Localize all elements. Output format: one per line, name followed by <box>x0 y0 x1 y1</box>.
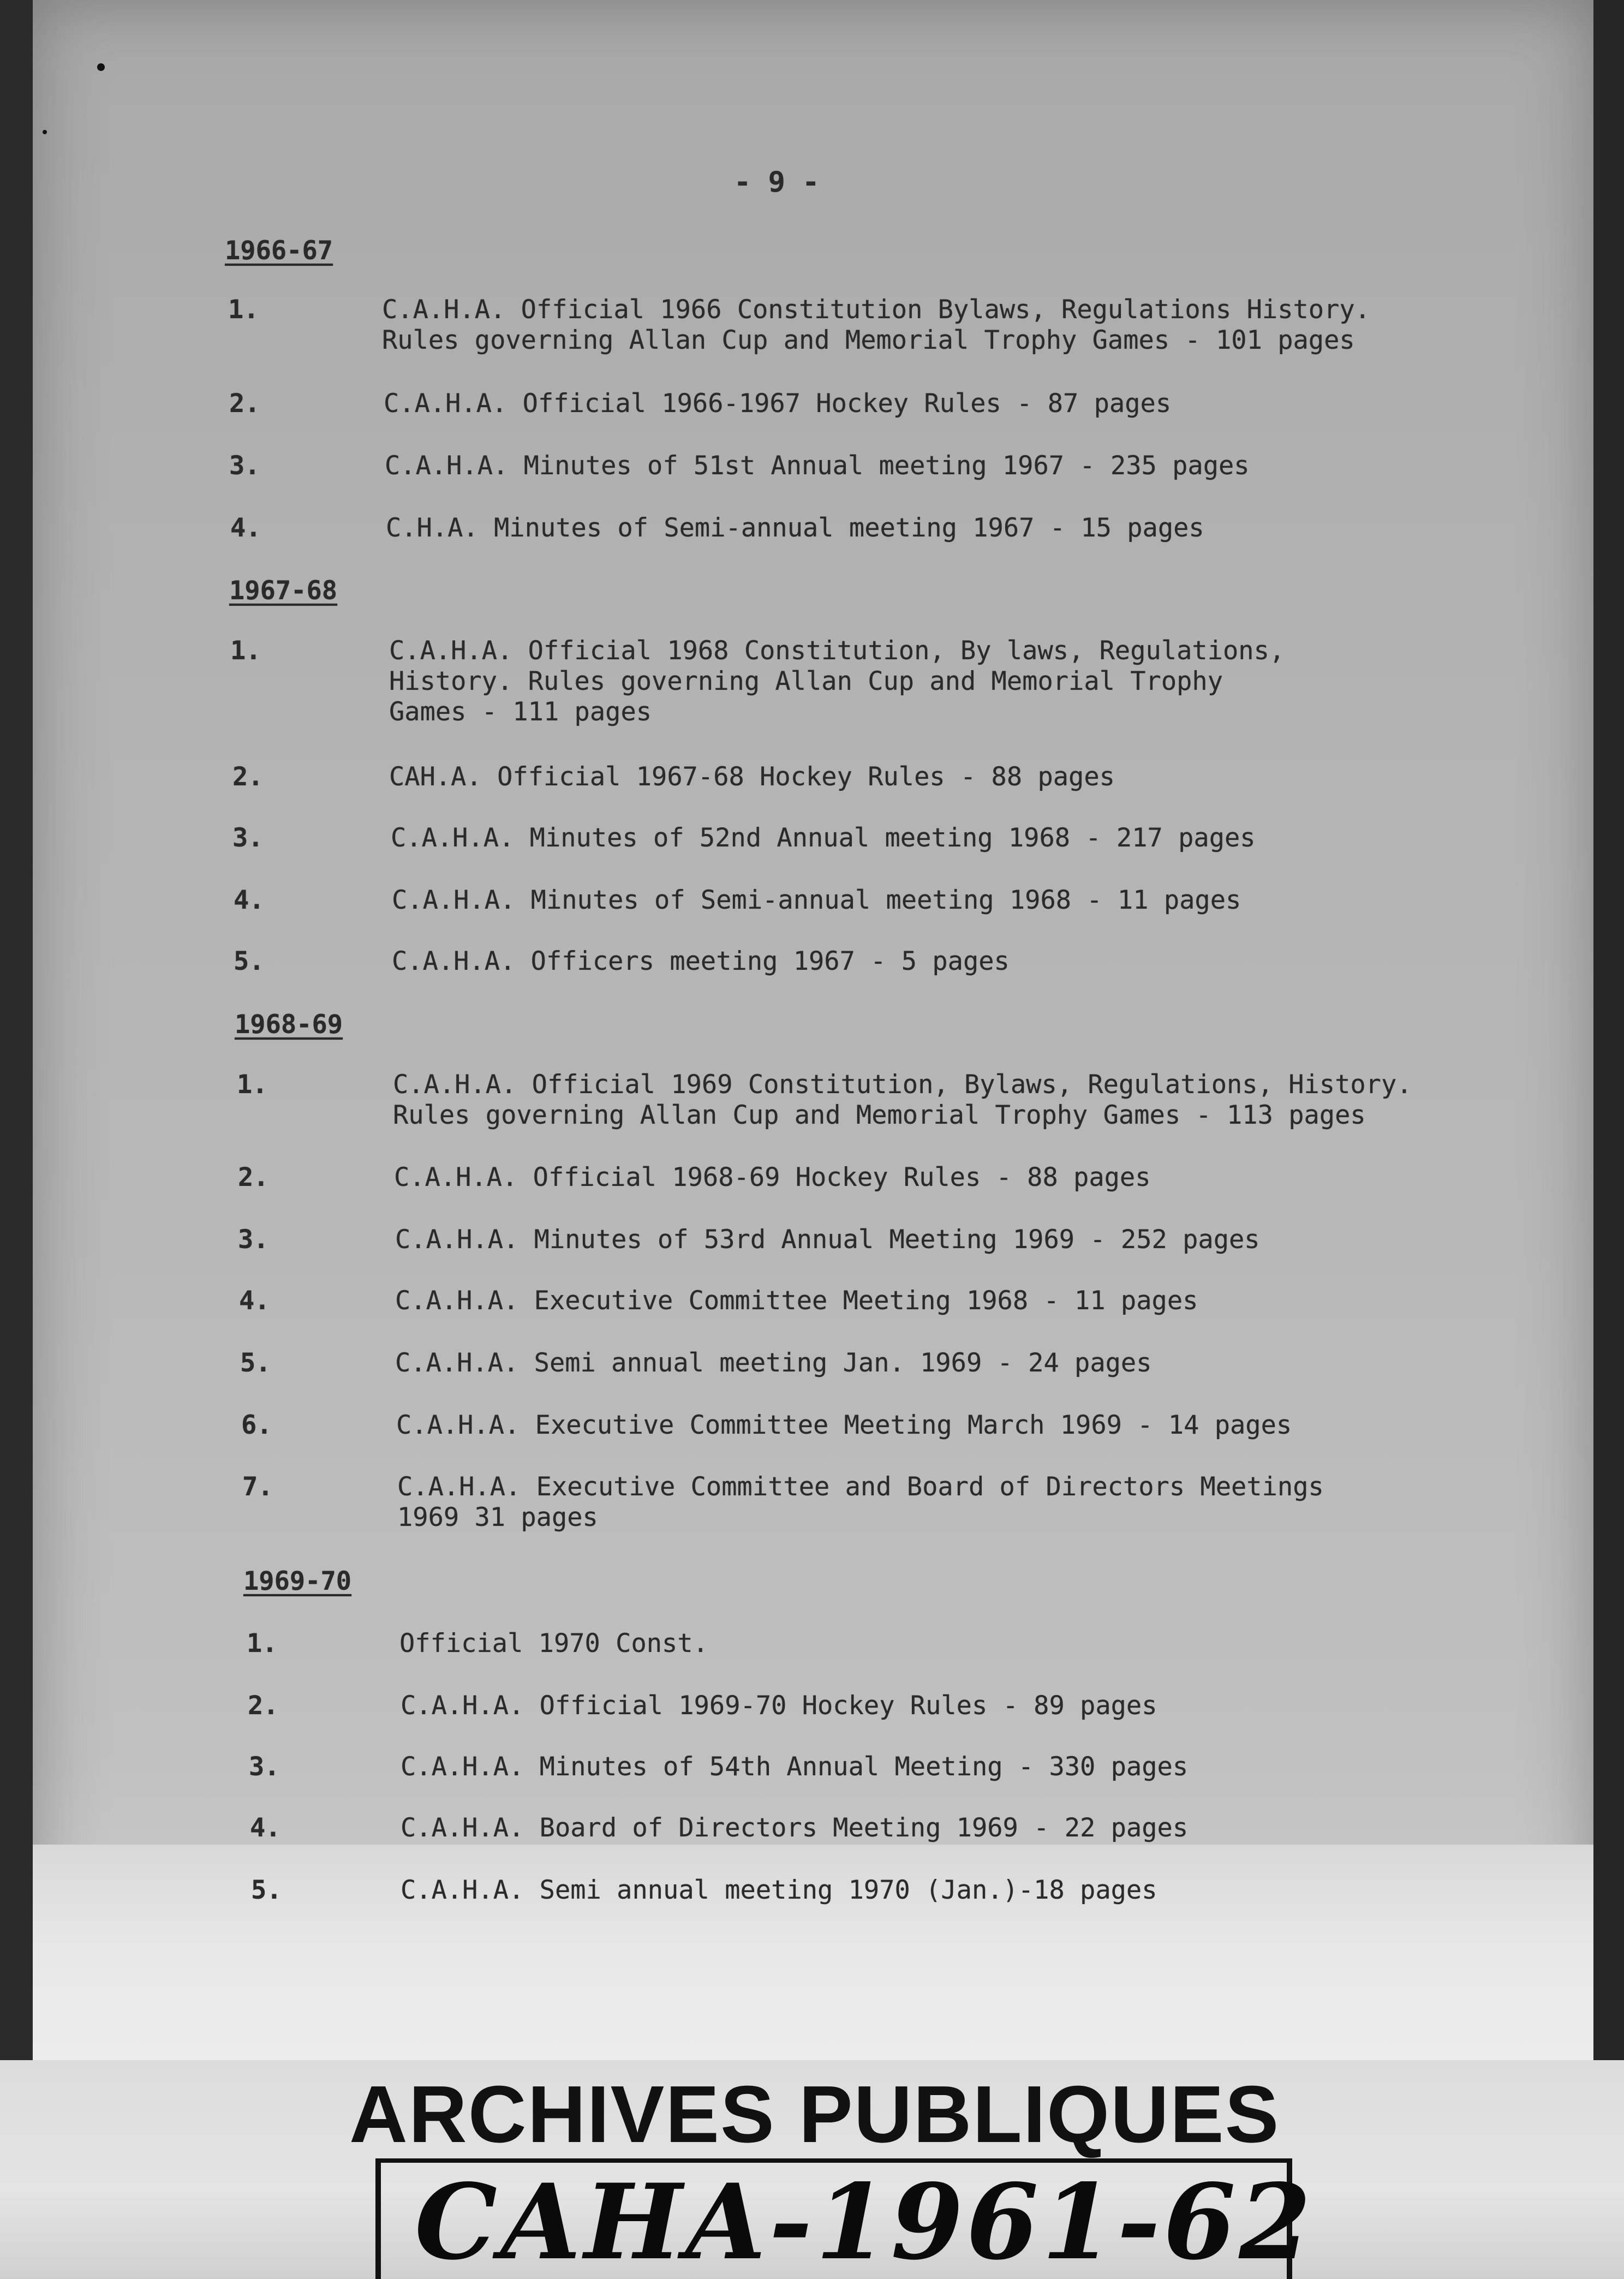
entry-number: 4. <box>234 885 265 915</box>
entry-line: C.A.H.A. Board of Directors Meeting 1969 - 22 pages <box>401 1813 1189 1843</box>
entry-line: History. Rules governing Allan Cup and Memorial Trophy <box>389 666 1223 696</box>
entry-number: 3. <box>249 1752 280 1782</box>
entry-line: Rules governing Allan Cup and Memorial Trophy Games - 113 pages <box>393 1100 1366 1130</box>
scan-right-edge <box>1593 0 1624 2279</box>
archive-reference: CAHA-1961-62 <box>415 2161 1315 2279</box>
section-year-heading: 1968-69 <box>235 1010 343 1040</box>
entry-text <box>389 762 1480 792</box>
entry-line: Games - 111 pages <box>389 697 652 727</box>
entry-number: 1. <box>237 1070 268 1100</box>
page-number: - 9 - <box>734 166 820 199</box>
entry-text <box>395 1286 1486 1316</box>
entry-text <box>382 295 1473 356</box>
dust-speck <box>97 63 105 71</box>
entry-text <box>397 1472 1489 1533</box>
entry-text <box>391 823 1482 854</box>
entry-text <box>401 1875 1492 1906</box>
entry-line: C.A.H.A. Official 1968-69 Hockey Rules - 88 pages <box>394 1162 1151 1192</box>
entry-number: 5. <box>251 1875 282 1905</box>
entry-text <box>401 1752 1492 1782</box>
entry-line: C.A.H.A. Semi annual meeting Jan. 1969 - 24 pages <box>395 1348 1152 1378</box>
entry-text <box>386 513 1477 544</box>
entry-line: C.A.H.A. Semi annual meeting 1970 (Jan.)-18 pages <box>401 1875 1157 1905</box>
entry-line: C.A.H.A. Minutes of 52nd Annual meeting 1968 - 217 pages <box>391 823 1256 853</box>
scan-left-edge <box>0 0 33 2279</box>
entry-line: Official 1970 Const. <box>399 1628 708 1658</box>
entry-number: 2. <box>232 762 264 792</box>
entry-number: 3. <box>238 1225 269 1255</box>
entry-number: 5. <box>240 1348 271 1378</box>
entry-number: 7. <box>242 1472 273 1502</box>
entry-text <box>394 1162 1485 1193</box>
entry-text <box>393 1070 1484 1131</box>
entry-line: C.A.H.A. Executive Committee Meeting 1968 - 11 pages <box>395 1286 1198 1316</box>
section-year-heading: 1969-70 <box>243 1566 352 1596</box>
entry-number: 6. <box>241 1410 272 1440</box>
entry-line: C.A.H.A. Official 1966-1967 Hockey Rules - 87 pages <box>384 389 1172 419</box>
entry-text <box>392 885 1483 916</box>
dust-speck <box>43 130 47 134</box>
section-year-heading: 1966-67 <box>225 236 333 266</box>
entry-text <box>399 1628 1491 1659</box>
entry-number: 2. <box>238 1162 269 1192</box>
entry-text <box>395 1348 1486 1379</box>
entry-text <box>401 1813 1492 1844</box>
entry-line: 1969 31 pages <box>397 1502 598 1532</box>
entry-number: 1. <box>230 636 261 666</box>
entry-line: CAH.A. Official 1967-68 Hockey Rules - 88 pages <box>389 762 1115 792</box>
entry-number: 5. <box>234 946 265 976</box>
entry-number: 1. <box>228 295 259 325</box>
entry-text <box>401 1691 1492 1721</box>
entry-number: 1. <box>247 1628 278 1658</box>
entry-line: C.A.H.A. Official 1966 Constitution Bylaws, Regulations History. <box>382 295 1370 325</box>
entry-line: C.A.H.A. Minutes of 54th Annual Meeting - 330 pages <box>401 1752 1189 1782</box>
entry-text <box>392 946 1483 977</box>
entry-number: 3. <box>229 451 260 481</box>
entry-line: C.A.H.A. Minutes of Semi-annual meeting 1968 - 11 pages <box>392 885 1241 915</box>
entry-line: C.A.H.A. Executive Committee and Board of Directors Meetings <box>397 1472 1324 1502</box>
entry-number: 4. <box>230 513 261 543</box>
entry-line: C.A.H.A. Official 1968 Constitution, By laws, Regulations, <box>389 636 1285 666</box>
entry-number: 2. <box>248 1691 279 1721</box>
entry-line: C.A.H.A. Official 1969 Constitution, Bylaws, Regulations, History. <box>393 1070 1412 1100</box>
entry-text <box>396 1410 1488 1441</box>
entry-line: Rules governing Allan Cup and Memorial Trophy Games - 101 pages <box>382 325 1355 355</box>
entry-text <box>389 636 1480 727</box>
entry-number: 4. <box>250 1813 281 1843</box>
entry-text <box>384 389 1475 419</box>
entry-number: 3. <box>232 823 264 853</box>
archive-label: ARCHIVES PUBLIQUES <box>349 2069 1280 2159</box>
entry-number: 4. <box>239 1286 270 1316</box>
entry-line: C.A.H.A. Executive Committee Meeting March 1969 - 14 pages <box>396 1410 1292 1440</box>
entry-line: C.A.H.A. Minutes of 53rd Annual Meeting 1969 - 252 pages <box>395 1225 1260 1255</box>
entry-text <box>395 1225 1486 1255</box>
entry-line: C.A.H.A. Official 1969-70 Hockey Rules - 89 pages <box>401 1691 1157 1721</box>
entry-line: C.H.A. Minutes of Semi-annual meeting 1967 - 15 pages <box>386 513 1204 543</box>
entry-line: C.A.H.A. Minutes of 51st Annual meeting 1967 - 235 pages <box>385 451 1250 481</box>
entry-line: C.A.H.A. Officers meeting 1967 - 5 pages <box>392 946 1010 976</box>
entry-text <box>385 451 1476 481</box>
entry-number: 2. <box>229 389 260 419</box>
section-year-heading: 1967-68 <box>229 576 338 606</box>
